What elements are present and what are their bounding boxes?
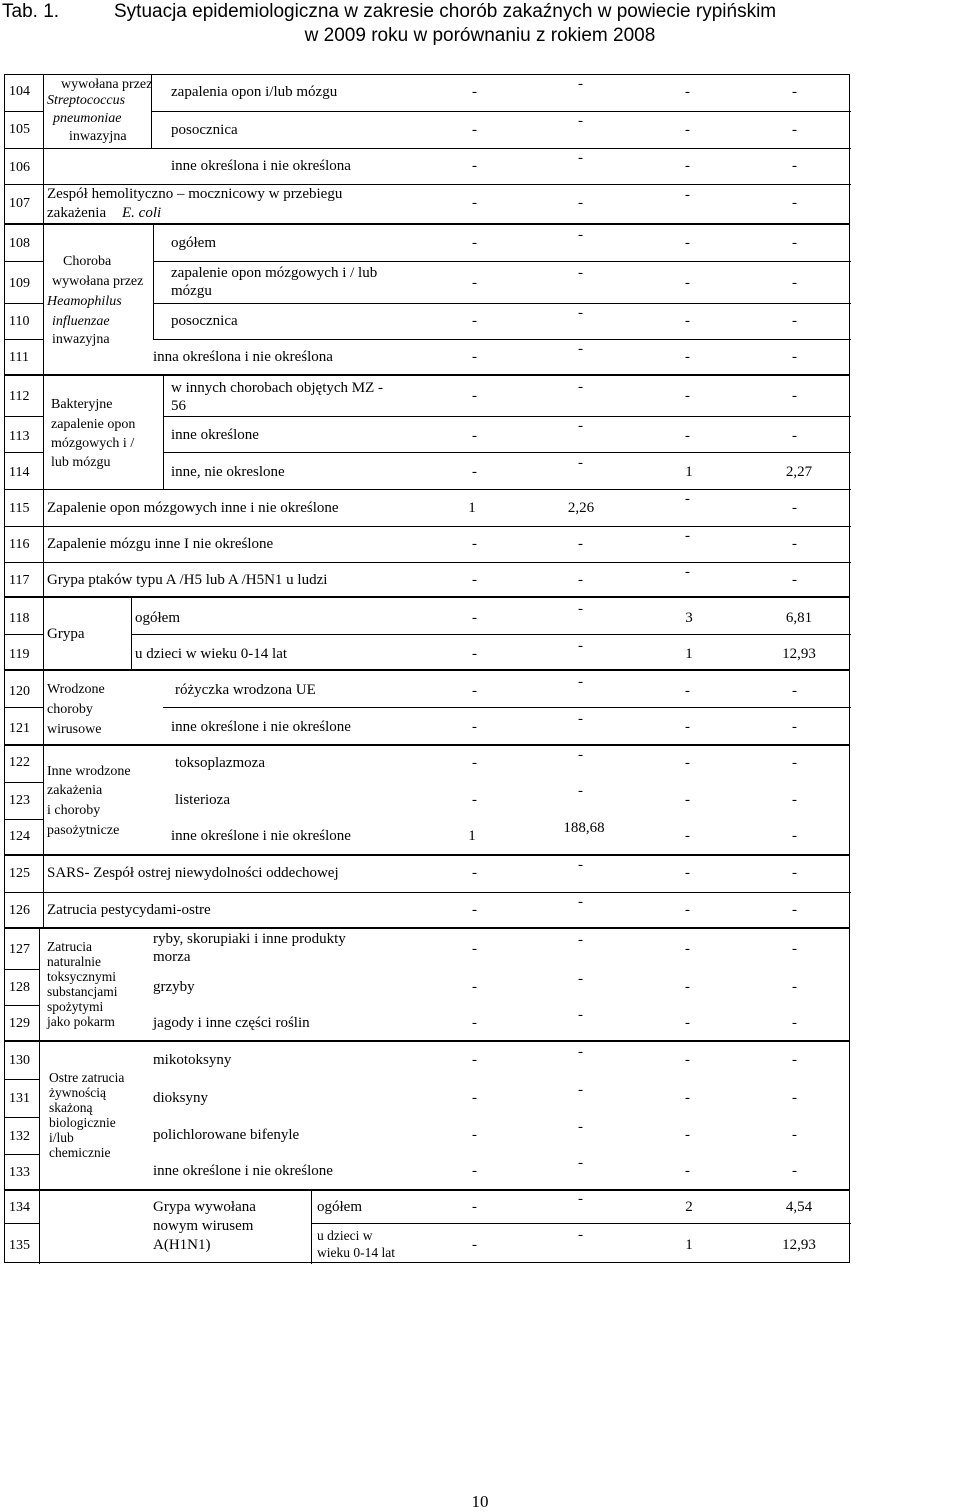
cell-value: - <box>472 1237 477 1253</box>
cell-value: - <box>685 275 690 291</box>
row-num-135: 135 <box>9 1238 30 1253</box>
cell-value: - <box>685 683 690 699</box>
group-label-ecoli: zakażenia <box>47 205 107 221</box>
row-label-112: w innych chorobach objętych MZ - <box>171 380 384 396</box>
cell-value: - <box>578 894 583 910</box>
group-label: wywołana przez <box>52 274 144 289</box>
group-label: naturalnie <box>47 954 101 969</box>
row-label-115: Zapalenie opon mózgowych inne i nie określone <box>47 500 339 516</box>
group-label: i choroby <box>47 803 101 818</box>
cell-value: - <box>792 755 797 771</box>
table-label: Tab. 1. <box>2 1 60 22</box>
cell-value: 12,93 <box>782 646 816 662</box>
page-number: 10 <box>471 1492 489 1511</box>
cell-value: - <box>792 865 797 881</box>
cell-value: 12,93 <box>782 1237 816 1253</box>
table-block-wrodzone-pasozytnicze <box>4 745 850 855</box>
table-block-zatrucia-skazone <box>4 1041 850 1190</box>
cell-value: - <box>792 158 797 174</box>
cell-value: - <box>685 755 690 771</box>
cell-value: - <box>685 1163 690 1179</box>
cell-value: - <box>792 235 797 251</box>
cell-value: - <box>685 979 690 995</box>
row-label-116: Zapalenie mózgu inne I nie określone <box>47 536 274 552</box>
cell-value: - <box>792 275 797 291</box>
cell-value: - <box>472 388 477 404</box>
row-label-108: ogółem <box>171 235 216 251</box>
row-label-104: zapalenia opon i/lub mózgu <box>171 84 338 100</box>
row-num-108: 108 <box>9 236 30 251</box>
row-num-112: 112 <box>9 389 30 404</box>
cell-value: - <box>685 388 690 404</box>
group-label: chemicznie <box>49 1145 111 1160</box>
row-label-112: 56 <box>171 398 186 414</box>
cell-value: - <box>685 313 690 329</box>
row-num-134: 134 <box>9 1200 30 1215</box>
cell-value: - <box>578 747 583 763</box>
table-block-h1n1 <box>4 1190 850 1263</box>
cell-value: - <box>792 349 797 365</box>
cell-value: - <box>472 275 477 291</box>
cell-value: - <box>472 941 477 957</box>
row-label-125: SARS- Zespół ostrej niewydolności oddechowej <box>47 865 339 881</box>
cell-value: - <box>472 610 477 626</box>
group-label: i/lub <box>49 1130 74 1145</box>
cell-value: - <box>472 1127 477 1143</box>
cell-value: - <box>472 865 477 881</box>
row-num-120: 120 <box>9 684 30 699</box>
group-label: lub mózgu <box>51 455 111 470</box>
cell-value: - <box>578 150 583 166</box>
cell-value: - <box>685 792 690 808</box>
row-num-118: 118 <box>9 611 30 626</box>
row-label-133: inne określone i nie określone <box>153 1163 333 1179</box>
row-label-119: u dzieci w wieku 0-14 lat <box>135 646 288 662</box>
cell-value: - <box>472 235 477 251</box>
cell-value: - <box>472 1052 477 1068</box>
cell-value: - <box>472 122 477 138</box>
cell-value: - <box>792 313 797 329</box>
table-block-grypa <box>4 597 850 670</box>
cell-value: - <box>685 1052 690 1068</box>
cell-value: - <box>685 491 690 507</box>
cell-value: - <box>472 313 477 329</box>
row-num-116: 116 <box>9 537 30 552</box>
cell-value: - <box>578 379 583 395</box>
cell-value: - <box>472 646 477 662</box>
cell-value: - <box>685 719 690 735</box>
cell-value: - <box>792 500 797 516</box>
cell-value: - <box>578 113 583 129</box>
row-label-130: mikotoksyny <box>153 1052 232 1068</box>
row-num-125: 125 <box>9 866 30 881</box>
row-label-118: ogółem <box>135 610 180 626</box>
row-label-113: inne określone <box>171 427 259 443</box>
table-title-line1: Sytuacja epidemiologiczna w zakresie chorób zakaźnych w powiecie rypińskim <box>114 1 777 22</box>
group-label: żywnością <box>49 1085 106 1100</box>
cell-value: - <box>578 1007 583 1023</box>
row-label-124: inne określone i nie określone <box>171 828 351 844</box>
table-block-bacterial <box>4 375 850 597</box>
cell-value: - <box>578 783 583 799</box>
cell-value: 4,54 <box>785 1199 813 1215</box>
cell-value: - <box>578 536 583 552</box>
row-label-111: inna określona i nie określona <box>153 349 333 365</box>
group-label-grypa: Grypa <box>47 626 85 642</box>
cell-value: - <box>792 1163 797 1179</box>
cell-value: - <box>578 572 583 588</box>
cell-value: - <box>578 1044 583 1060</box>
row-num-121: 121 <box>9 721 30 736</box>
cell-value: - <box>472 464 477 480</box>
cell-value: - <box>578 305 583 321</box>
cell-value: - <box>578 195 583 211</box>
cell-value: - <box>578 341 583 357</box>
group-label: influenzae <box>52 314 110 329</box>
cell-value: 2,27 <box>785 464 813 480</box>
cell-value: 1 <box>685 1237 693 1253</box>
row-num-113: 113 <box>9 429 30 444</box>
cell-value: - <box>578 971 583 987</box>
cell-value: - <box>685 1015 690 1031</box>
group-label-ecoli: Zespół hemolityczno – mocznicowy w przebiegu <box>47 186 343 202</box>
cell-value: - <box>472 1199 477 1215</box>
cell-value: - <box>685 528 690 544</box>
group-label: wirusowe <box>47 722 102 737</box>
cell-value: - <box>472 1163 477 1179</box>
cell-value: - <box>685 1127 690 1143</box>
row-label-126: Zatrucia pestycydami-ostre <box>47 902 211 918</box>
cell-value: - <box>685 902 690 918</box>
group-label: biologicznie <box>49 1115 116 1130</box>
table-block-zatrucia-naturalne <box>4 928 850 1041</box>
cell-value: - <box>792 122 797 138</box>
row-num-104: 104 <box>9 84 30 99</box>
cell-value: - <box>792 572 797 588</box>
cell-value: - <box>578 932 583 948</box>
cell-value: 2 <box>685 1199 693 1215</box>
row-label-127: ryby, skorupiaki i inne produkty <box>153 931 346 947</box>
cell-value: - <box>685 428 690 444</box>
cell-value: - <box>472 1090 477 1106</box>
row-label-106: inne określona i nie określona <box>171 158 351 174</box>
row-num-126: 126 <box>9 903 30 918</box>
row-num-119: 119 <box>9 647 30 662</box>
cell-value: - <box>792 1090 797 1106</box>
cell-value: - <box>685 235 690 251</box>
row-num-124: 124 <box>9 829 30 844</box>
cell-value: - <box>685 1090 690 1106</box>
cell-value: - <box>792 84 797 100</box>
cell-value: - <box>685 349 690 365</box>
row-num-115: 115 <box>9 501 30 516</box>
row-label-110: posocznica <box>171 313 238 329</box>
row-num-132: 132 <box>9 1129 30 1144</box>
group-label: A(H1N1) <box>153 1237 211 1253</box>
cell-value: - <box>578 418 583 434</box>
cell-value: 188,68 <box>563 820 605 836</box>
row-num-122: 122 <box>9 755 30 770</box>
row-label-135: u dzieci w <box>317 1228 373 1243</box>
group-label: zapalenie opon <box>51 417 136 432</box>
group-label: Grypa wywołana <box>153 1199 256 1215</box>
table-block-sars <box>4 855 850 928</box>
row-num-111: 111 <box>9 350 29 365</box>
group-label: spożytymi <box>47 999 104 1014</box>
cell-value: 1 <box>685 646 693 662</box>
row-label-128: grzyby <box>153 979 195 995</box>
cell-value: - <box>472 349 477 365</box>
cell-value: - <box>472 428 477 444</box>
row-label-122: toksoplazmoza <box>175 755 265 771</box>
cell-value: - <box>685 158 690 174</box>
row-num-107: 107 <box>9 196 30 211</box>
row-num-123: 123 <box>9 793 30 808</box>
cell-value: - <box>792 902 797 918</box>
group-label: Ostre zatrucia <box>49 1070 125 1085</box>
cell-value: - <box>472 1015 477 1031</box>
cell-value: - <box>685 941 690 957</box>
row-num-131: 131 <box>9 1091 30 1106</box>
cell-value: - <box>472 683 477 699</box>
group-label: jako pokarm <box>47 1014 115 1029</box>
group-label: wywołana przez <box>61 77 153 92</box>
group-label: pasożytnicze <box>47 823 120 838</box>
cell-value: - <box>472 84 477 100</box>
cell-value: - <box>792 1052 797 1068</box>
row-label-131: dioksyny <box>153 1090 209 1106</box>
cell-value: - <box>472 536 477 552</box>
cell-value: - <box>792 195 797 211</box>
group-label: Streptococcus <box>47 93 126 108</box>
row-num-130: 130 <box>9 1053 30 1068</box>
group-label: inwazyjna <box>52 332 110 347</box>
group-label: zakażenia <box>47 783 103 798</box>
table-title-line2: w 2009 roku w porównaniu z rokiem 2008 <box>304 25 656 46</box>
row-label-109: mózgu <box>171 283 212 299</box>
cell-value: - <box>472 195 477 211</box>
cell-value: 6,81 <box>785 610 813 626</box>
cell-value: - <box>472 979 477 995</box>
row-num-110: 110 <box>9 314 30 329</box>
row-label-109: zapalenie opon mózgowych i / lub <box>171 265 378 281</box>
cell-value: - <box>472 755 477 771</box>
cell-value: - <box>685 84 690 100</box>
cell-value: - <box>685 828 690 844</box>
cell-value: - <box>792 979 797 995</box>
cell-value: 1 <box>468 828 476 844</box>
group-label: Zatrucia <box>47 939 92 954</box>
group-label-ecoli: E. coli <box>122 205 162 221</box>
cell-value: - <box>578 76 583 92</box>
row-num-106: 106 <box>9 160 30 175</box>
cell-value: - <box>578 1227 583 1243</box>
cell-value: - <box>578 1119 583 1135</box>
cell-value: - <box>792 1127 797 1143</box>
table-block-strep <box>4 74 850 224</box>
cell-value: - <box>792 428 797 444</box>
cell-value: - <box>472 719 477 735</box>
row-num-105: 105 <box>9 122 30 137</box>
cell-value: - <box>578 1191 583 1207</box>
cell-value: - <box>792 792 797 808</box>
cell-value: - <box>578 1082 583 1098</box>
cell-value: 2,26 <box>567 500 595 516</box>
group-label: pneumoniae <box>53 111 122 126</box>
group-label: Wrodzone <box>47 682 105 697</box>
row-label-127: morza <box>153 949 191 965</box>
row-num-114: 114 <box>9 465 30 480</box>
row-label-114: inne, nie okreslone <box>171 464 285 480</box>
table-block-wrodzone-wirusowe <box>4 670 850 745</box>
cell-value: - <box>578 857 583 873</box>
cell-value: - <box>792 536 797 552</box>
cell-value: - <box>685 564 690 580</box>
cell-value: - <box>792 828 797 844</box>
cell-value: 3 <box>685 610 693 626</box>
cell-value: - <box>472 902 477 918</box>
row-num-117: 117 <box>9 573 30 588</box>
row-label-120: różyczka wrodzona UE <box>175 682 316 698</box>
table-block-hib <box>4 224 850 375</box>
group-label: Choroba <box>63 254 112 269</box>
cell-value: - <box>792 1015 797 1031</box>
cell-value: - <box>792 941 797 957</box>
row-num-128: 128 <box>9 980 30 995</box>
group-label: Heamophilus <box>47 294 122 309</box>
cell-value: - <box>578 601 583 617</box>
row-num-129: 129 <box>9 1016 30 1031</box>
cell-value: - <box>472 572 477 588</box>
cell-value: - <box>578 638 583 654</box>
cell-value: - <box>472 792 477 808</box>
cell-value: 1 <box>468 500 476 516</box>
group-label: Bakteryjne <box>51 397 113 412</box>
cell-value: - <box>792 388 797 404</box>
cell-value: - <box>685 187 690 203</box>
cell-value: - <box>685 122 690 138</box>
group-label: choroby <box>47 702 93 717</box>
cell-value: - <box>578 711 583 727</box>
row-num-133: 133 <box>9 1165 30 1180</box>
cell-value: 1 <box>685 464 693 480</box>
row-label-105: posocznica <box>171 122 238 138</box>
group-label: Inne wrodzone <box>47 764 131 779</box>
row-label-121: inne określone i nie określone <box>171 719 351 735</box>
row-label-132: polichlorowane bifenyle <box>153 1127 300 1143</box>
row-label-134: ogółem <box>317 1199 362 1215</box>
cell-value: - <box>792 719 797 735</box>
group-label: toksycznymi <box>47 969 116 984</box>
cell-value: - <box>472 158 477 174</box>
group-label: skażoną <box>49 1100 93 1115</box>
cell-value: - <box>792 683 797 699</box>
cell-value: - <box>578 227 583 243</box>
cell-value: - <box>578 1155 583 1171</box>
row-label-129: jagody i inne części roślin <box>153 1015 310 1031</box>
cell-value: - <box>578 674 583 690</box>
group-label: substancjami <box>47 984 118 999</box>
row-num-109: 109 <box>9 276 30 291</box>
row-label-117: Grypa ptaków typu A /H5 lub A /H5N1 u ludzi <box>47 572 328 588</box>
cell-value: - <box>578 265 583 281</box>
cell-value: - <box>685 865 690 881</box>
cell-value: - <box>578 455 583 471</box>
group-label: inwazyjna <box>69 129 127 144</box>
group-label: mózgowych i / <box>51 436 135 451</box>
row-label-123: listerioza <box>175 792 230 808</box>
group-label: nowym wirusem <box>153 1218 254 1234</box>
row-num-127: 127 <box>9 942 30 957</box>
row-label-135: wieku 0-14 lat <box>317 1245 395 1260</box>
